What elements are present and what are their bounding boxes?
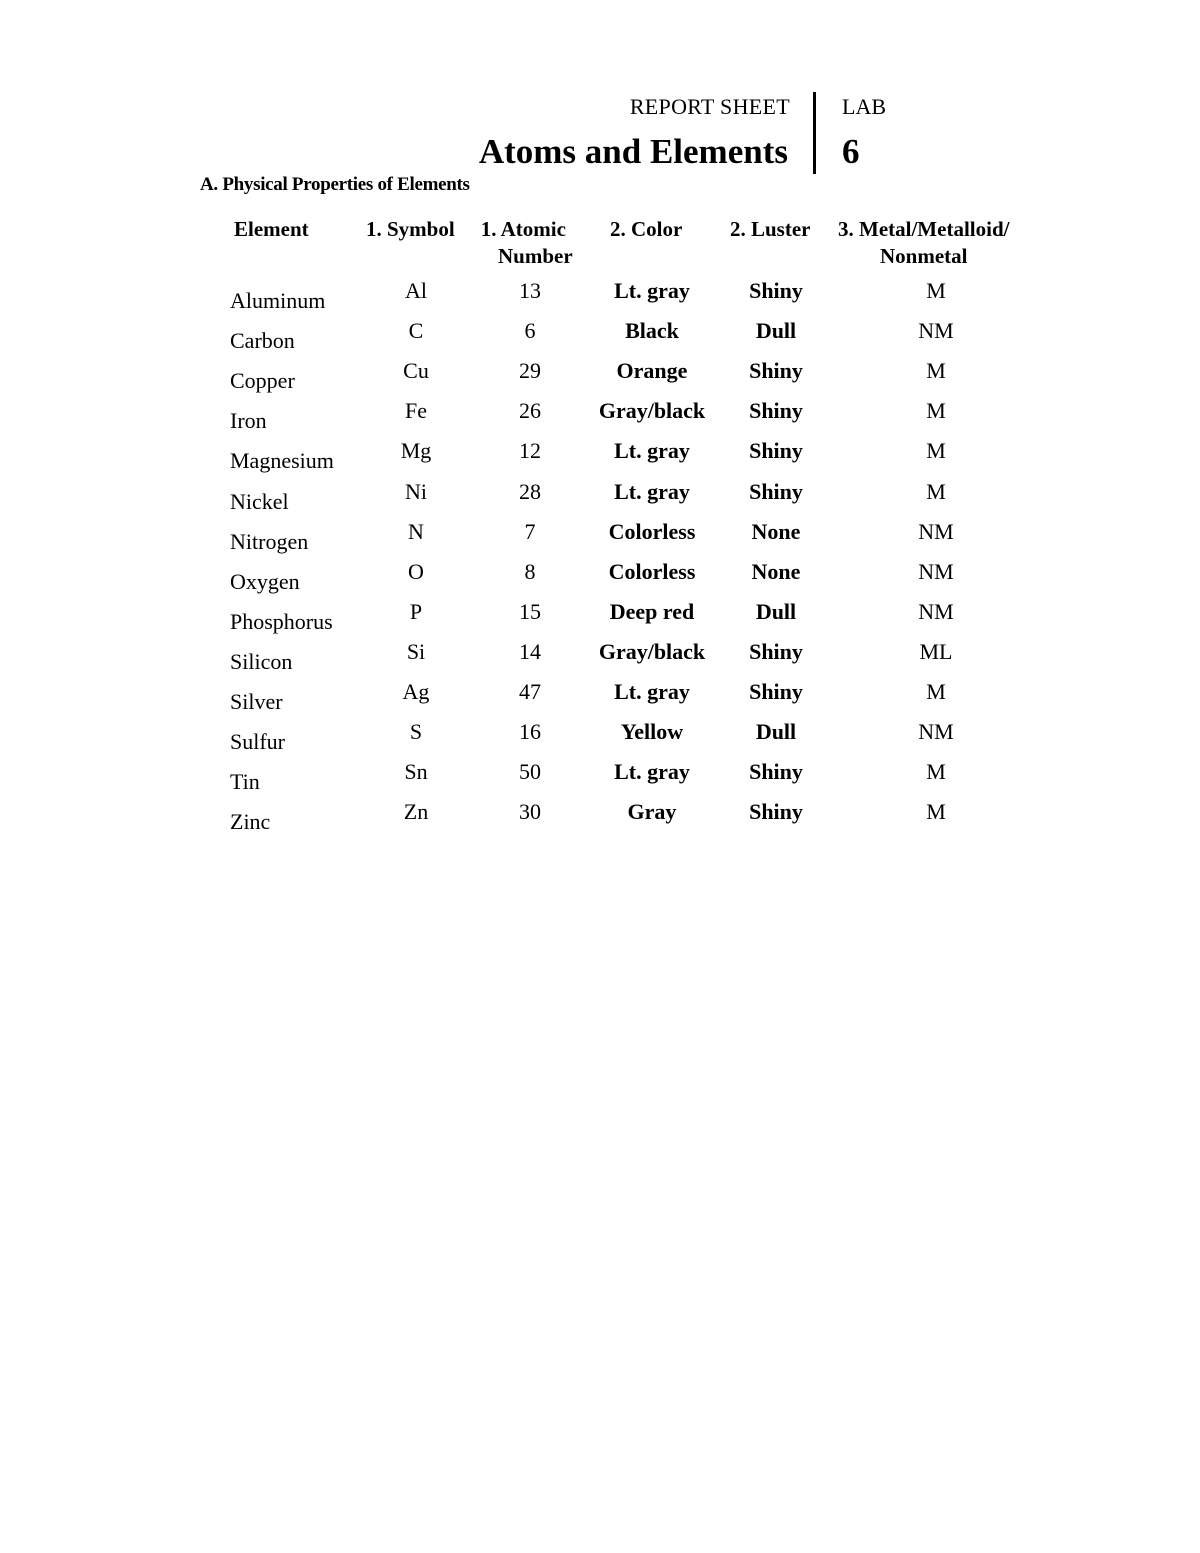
cell-color: Black xyxy=(625,318,679,344)
table-row xyxy=(0,479,1200,519)
cell-atomic-number: 13 xyxy=(519,278,541,303)
cell-luster: Shiny xyxy=(749,679,803,704)
cell-element: Silicon xyxy=(230,648,293,674)
table-row xyxy=(0,559,1200,599)
report-sheet-label: REPORT SHEET xyxy=(629,94,790,119)
cell-atomic-number: 7 xyxy=(524,518,536,544)
cell-color: Lt. gray xyxy=(614,278,690,303)
cell-element: Silver xyxy=(230,689,283,714)
header-color: 2. Color xyxy=(610,217,683,241)
table-row xyxy=(0,799,1200,839)
cell-symbol: Al xyxy=(405,278,427,303)
header-metal-line1: 3. Metal/Metalloid/ xyxy=(838,217,1010,241)
table-row xyxy=(0,599,1200,639)
cell-metal-type: NM xyxy=(918,518,954,544)
section-title: A. Physical Properties of Elements xyxy=(200,174,470,195)
cell-color: Colorless xyxy=(608,518,696,544)
header-divider xyxy=(813,92,816,174)
cell-symbol: Si xyxy=(406,638,426,664)
cell-element: Tin xyxy=(230,769,260,795)
cell-metal-type: M xyxy=(926,679,946,704)
cell-color: Lt. gray xyxy=(614,679,690,704)
cell-atomic-number: 47 xyxy=(519,679,541,704)
cell-metal-type: M xyxy=(926,438,946,464)
cell-symbol: Ag xyxy=(402,679,430,704)
cell-symbol: N xyxy=(408,518,424,544)
cell-luster: Dull xyxy=(755,719,797,745)
cell-luster: Shiny xyxy=(749,358,803,384)
cell-symbol: O xyxy=(408,558,424,584)
cell-color: Lt. gray xyxy=(614,478,690,504)
cell-symbol: Cu xyxy=(403,358,429,384)
cell-metal-type: ML xyxy=(919,638,953,664)
cell-element: Iron xyxy=(230,408,267,434)
cell-metal-type: NM xyxy=(918,558,954,584)
cell-luster: Shiny xyxy=(749,398,803,424)
cell-color: Colorless xyxy=(608,558,696,584)
cell-element: Nickel xyxy=(230,488,289,514)
cell-color: Orange xyxy=(616,358,688,384)
cell-symbol: Sn xyxy=(404,759,428,785)
page-title: Atoms and Elements xyxy=(478,132,788,171)
cell-metal-type: M xyxy=(926,278,946,303)
cell-color: Gray/black xyxy=(598,398,706,424)
cell-metal-type: NM xyxy=(918,318,954,344)
cell-symbol: P xyxy=(409,598,423,624)
header-metal-type xyxy=(838,216,1009,270)
cell-metal-type: NM xyxy=(918,719,954,745)
cell-color: Gray xyxy=(627,799,677,825)
cell-symbol: Zn xyxy=(403,799,429,825)
cell-element: Magnesium xyxy=(230,448,334,474)
cell-element: Aluminum xyxy=(230,288,326,313)
cell-element: Zinc xyxy=(230,809,271,835)
cell-luster: Dull xyxy=(755,318,797,344)
cell-atomic-number: 28 xyxy=(519,478,541,504)
table-row xyxy=(0,398,1200,438)
cell-element: Carbon xyxy=(230,328,295,354)
cell-atomic-number: 26 xyxy=(519,398,541,424)
cell-metal-type: M xyxy=(926,398,946,424)
header-symbol: 1. Symbol xyxy=(366,217,455,241)
header-luster: 2. Luster xyxy=(730,217,811,241)
header-element: Element xyxy=(234,217,309,241)
table-row xyxy=(0,358,1200,398)
header-atomic-number xyxy=(474,216,573,270)
cell-atomic-number: 16 xyxy=(519,719,541,745)
cell-luster: Shiny xyxy=(749,278,803,303)
cell-symbol: Mg xyxy=(400,438,432,464)
cell-color: Lt. gray xyxy=(614,438,690,464)
cell-metal-type: M xyxy=(926,358,946,384)
header-metal-line2: Nonmetal xyxy=(879,244,968,268)
cell-symbol: C xyxy=(408,318,424,344)
cell-atomic-number: 12 xyxy=(519,438,541,464)
cell-element: Phosphorus xyxy=(230,608,333,634)
cell-atomic-number: 30 xyxy=(519,799,541,825)
cell-color: Gray/black xyxy=(598,638,706,664)
table-row xyxy=(0,759,1200,799)
cell-luster: Shiny xyxy=(749,759,803,785)
cell-atomic-number: 8 xyxy=(524,558,536,584)
table-row xyxy=(0,679,1200,719)
cell-luster: Shiny xyxy=(749,478,803,504)
cell-atomic-number: 29 xyxy=(519,358,541,384)
cell-luster: None xyxy=(751,518,801,544)
header-atomic-line2: Number xyxy=(498,244,573,268)
table-row xyxy=(0,719,1200,759)
cell-luster: Shiny xyxy=(749,799,803,825)
cell-color: Lt. gray xyxy=(614,759,690,785)
cell-color: Yellow xyxy=(620,719,684,745)
table-row xyxy=(0,438,1200,478)
cell-symbol: S xyxy=(409,719,423,745)
cell-symbol: Fe xyxy=(405,398,427,424)
header-atomic-line1: 1. Atomic xyxy=(480,217,566,241)
table-row xyxy=(0,278,1200,318)
cell-symbol: Ni xyxy=(405,478,427,504)
cell-element: Oxygen xyxy=(230,568,300,594)
cell-color: Deep red xyxy=(609,598,695,624)
table-row xyxy=(0,519,1200,559)
cell-element: Sulfur xyxy=(230,729,285,755)
cell-atomic-number: 50 xyxy=(519,759,541,785)
cell-metal-type: M xyxy=(926,799,946,825)
cell-metal-type: M xyxy=(926,759,946,785)
cell-luster: Dull xyxy=(755,598,797,624)
table-row xyxy=(0,639,1200,679)
cell-atomic-number: 6 xyxy=(524,318,536,344)
cell-atomic-number: 15 xyxy=(519,598,541,624)
cell-element: Copper xyxy=(230,368,295,394)
cell-luster: Shiny xyxy=(749,638,803,664)
cell-atomic-number: 14 xyxy=(519,638,541,664)
lab-number: 6 xyxy=(842,132,860,171)
cell-metal-type: NM xyxy=(918,598,954,624)
cell-element: Nitrogen xyxy=(230,528,309,554)
cell-luster: Shiny xyxy=(749,438,803,464)
cell-metal-type: M xyxy=(926,478,946,504)
cell-luster: None xyxy=(751,558,801,584)
lab-label: LAB xyxy=(842,94,886,119)
table-row xyxy=(0,318,1200,358)
